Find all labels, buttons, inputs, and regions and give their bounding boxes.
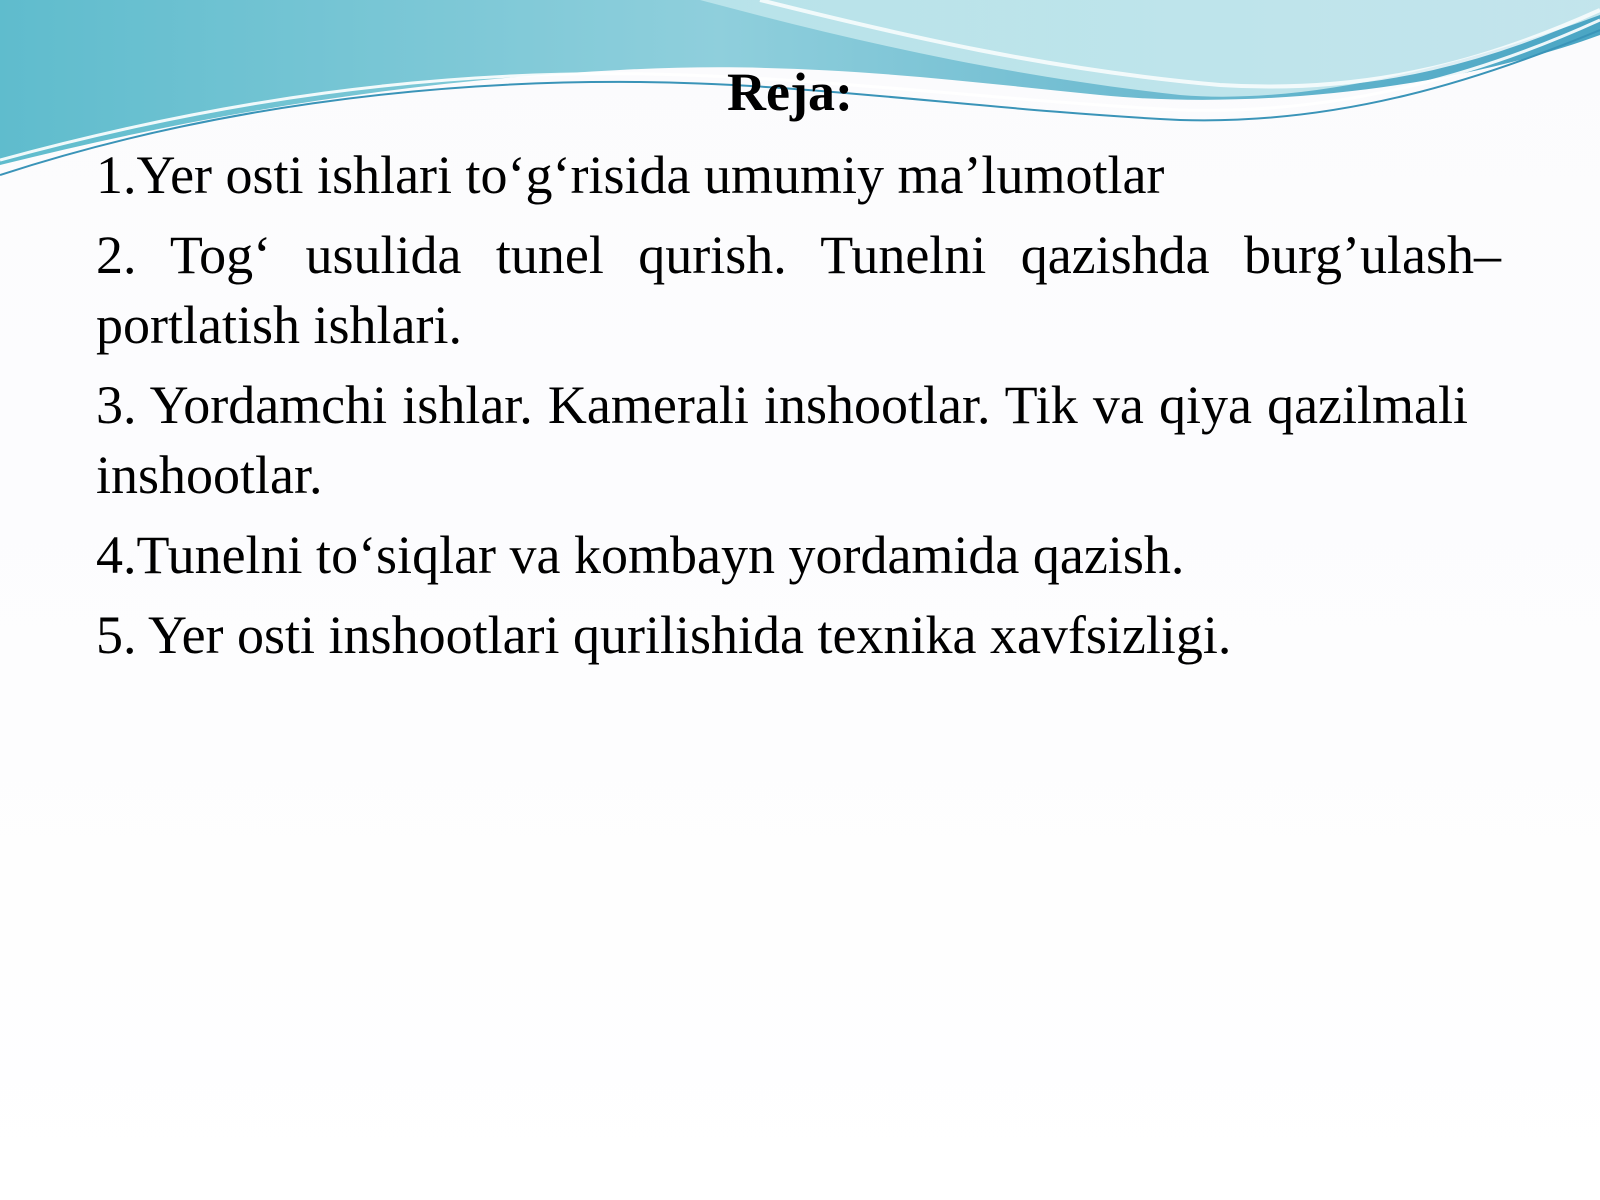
plan-item-4: 4.Tunelni to‘siqlar va kombayn yordamida qazish. xyxy=(96,525,1185,585)
plan-item-1: 1.Yer osti ishlari to‘g‘risida umumiy ma’lumotlar xyxy=(96,145,1165,205)
plan-item-3: 3. Yordamchi ishlar. Kamerali inshootlar. Tik va qiya qazilmali inshootlar. xyxy=(96,375,1468,505)
plan-list xyxy=(96,140,1501,680)
plan-item-5: 5. Yer osti inshootlari qurilishida texnika xavfsizligi. xyxy=(96,605,1232,665)
plan-item-2: 2. Tog‘ usulida tunel qurish. Tunelni qazishda burg’ulash–portlatish ishlari. xyxy=(96,225,1501,355)
slide-title: Reja: xyxy=(727,62,853,122)
